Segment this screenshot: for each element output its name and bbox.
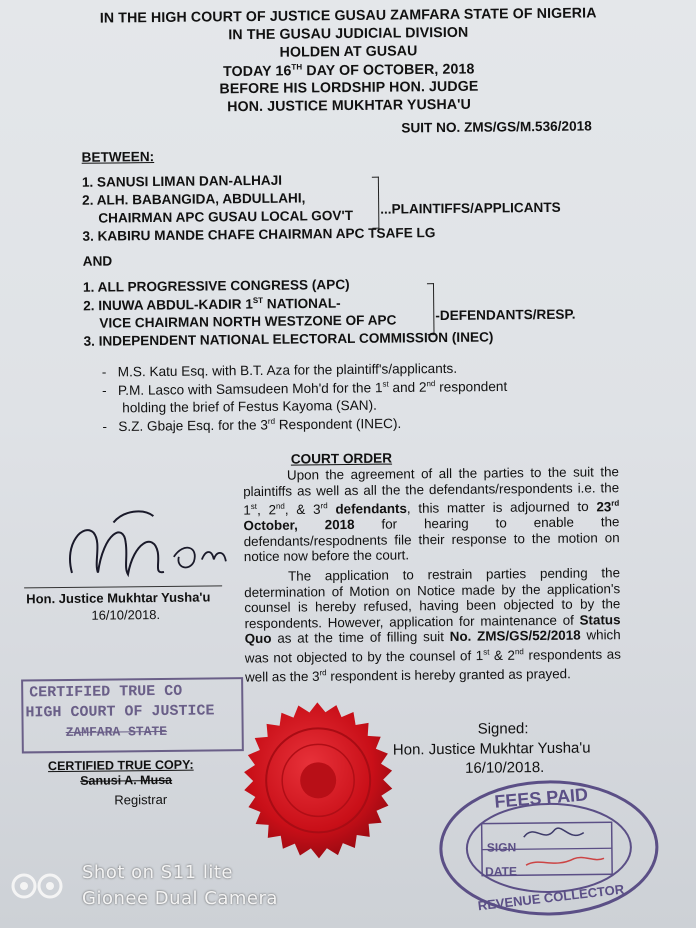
fees-date-label: DATE [485, 864, 517, 879]
ctc-stamp-line2: HIGH COURT OF JUSTICE [25, 702, 215, 722]
fees-sign-label: SIGN [486, 840, 517, 855]
appearance-2-cont: holding the brief of Festus Kayoma (SAN). [122, 397, 377, 416]
order-paragraph-2: The application to restrain parties pending the determination of Motion on Notice made by the application's counsel is hereby refused, having been objected to by the respondents. However, application for maintenance of Status Quo as at the time of filling suit No. ZMS/GS/52/2018 which was not objected to by the counsel of 1st & 2nd respondents as well as the 3rd respondent is hereby granted as prayed. [244, 565, 621, 685]
holden-at: HOLDEN AT GUSAU [279, 43, 418, 61]
defendant-2-title: VICE CHAIRMAN NORTH WESTZONE OF APC [99, 312, 397, 331]
signature-line [24, 585, 222, 588]
and-label: AND [82, 253, 113, 269]
appearance-1: - M.S. Katu Esq. with B.T. Aza for the plaintiff's/applicants. [101, 360, 458, 380]
signed-date: 16/10/2018. [464, 758, 545, 777]
between-label: BETWEEN: [81, 149, 155, 165]
defendant-1: 1. ALL PROGRESSIVE CONGRESS (APC) [82, 276, 350, 295]
ctc-stamp-line3: ZAMFARA STATE [65, 723, 168, 740]
defendant-2: 2. INUWA ABDUL-KADIR 1ST NATIONAL- [83, 295, 341, 314]
signed-judge-name: Hon. Justice Mukhtar Yusha'u [392, 739, 591, 759]
plaintiff-2: 2. ALH. BABANGIDA, ABDULLAHI, [82, 190, 306, 208]
plaintiffs-bracket [372, 177, 380, 229]
appearance-2: - P.M. Lasco with Samsudeen Moh'd for the 1st and 2nd respondent [101, 378, 508, 399]
judge-line: HON. JUSTICE MUKHTAR YUSHA'U [227, 96, 472, 116]
signed-label: Signed: [477, 720, 529, 738]
appearance-3: - S.Z. Gbaje Esq. for the 3rd Respondent (INEC). [102, 415, 402, 435]
plaintiff-1: 1. SANUSI LIMAN DAN-ALHAJI [81, 172, 283, 190]
date-line: TODAY 16TH DAY OF OCTOBER, 2018 [222, 61, 475, 81]
before-line: BEFORE HIS LORDSHIP HON. JUDGE [219, 78, 479, 98]
registrar-title: Registrar [114, 791, 168, 808]
suit-number: SUIT NO. ZMS/GS/M.536/2018 [401, 118, 592, 136]
defendants-bracket [427, 283, 435, 335]
plaintiffs-role: ...PLAINTIFFS/APPLICANTS [380, 199, 561, 217]
judge-signature-left [53, 501, 234, 583]
red-wax-seal [235, 700, 401, 866]
left-judge-name: Hon. Justice Mukhtar Yusha'u [26, 589, 211, 607]
defendant-3: 3. INDEPENDENT NATIONAL ELECTORAL COMMISSION (INEC) [83, 329, 494, 349]
fees-revenue-collector: REVENUE COLLECTOR [477, 881, 625, 914]
plaintiff-3: 3. KABIRU MANDE CHAFE CHAIRMAN APC TSAFE LG [82, 225, 436, 244]
watermark-line1: Shot on S11 lite [82, 862, 233, 883]
left-judge-date: 16/10/2018. [91, 607, 161, 623]
plaintiff-2-title: CHAIRMAN APC GUSAU LOCAL GOV'T [98, 207, 354, 226]
order-paragraph-1: Upon the agreement of all the parties to the suit the plaintiffs as well as all the the defendants/respondents i.e. the 1st, 2nd, & 3rd defendants, this matter is adjourned to 23rd October, 2018 for hearing to enable the defendants/respodnents file their response to the motion on notice now before the court. [243, 464, 620, 565]
court-title: IN THE HIGH COURT OF JUSTICE GUSAU ZAMFARA STATE OF NIGERIA [99, 5, 597, 27]
registrar-name: Sanusi A. Musa [80, 772, 173, 788]
ctc-certified-label: CERTIFIED TRUE COPY: [47, 757, 194, 774]
ctc-stamp-line1: CERTIFIED TRUE CO [29, 682, 183, 702]
defendants-role: -DEFENDANTS/RESP. [435, 306, 576, 324]
camera-logo-icon [10, 872, 66, 900]
court-order-title: COURT ORDER [290, 450, 393, 467]
fees-paid-label: FEES PAID [493, 784, 589, 812]
division: IN THE GUSAU JUDICIAL DIVISION [228, 24, 469, 44]
watermark-line2: Gionee Dual Camera [82, 888, 278, 909]
